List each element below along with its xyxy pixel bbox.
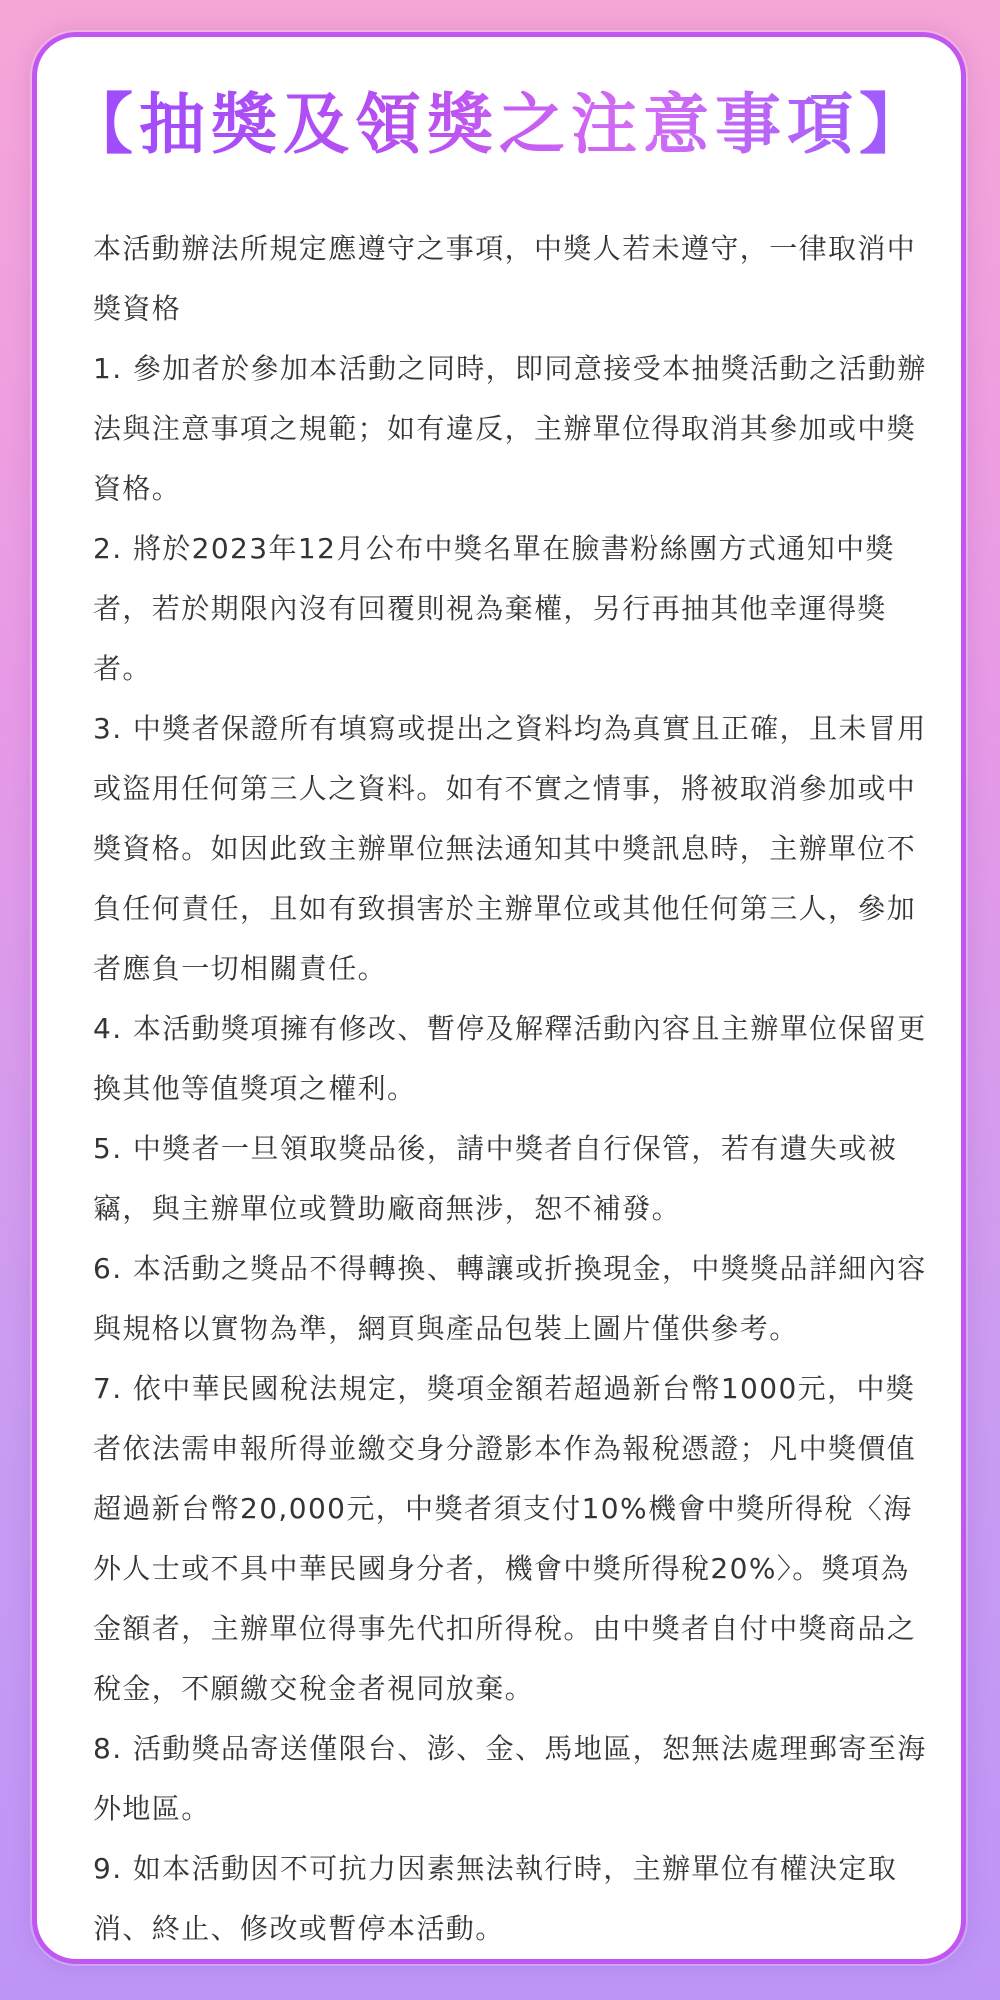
notice-content — [93, 219, 933, 1959]
notice-item-4: 4. 本活動獎項擁有修改、暫停及解釋活動內容且主辦單位保留更換其他等值獎項之權利。 — [93, 1012, 927, 1105]
notice-item-7: 7. 依中華民國稅法規定，獎項金額若超過新台幣1000元，中獎者依法需申報所得並繳交身分證影本作為報稅憑證；凡中獎價值超過新台幣20,000元，中獎者須支付10%機會中獎所得稅〈海外人士或不具中華民國身分者，機會中獎所得稅20%〉。獎項為金額者，主辦單位得事先代扣所得稅。由中獎者自付中獎商品之稅金，不願繳交稅金者視同放棄。 — [93, 1372, 917, 1705]
notice-item-1: 1. 參加者於參加本活動之同時，即同意接受本抽獎活動之活動辦法與注意事項之規範；如有違反，主辦單位得取消其參加或中獎資格。 — [93, 352, 927, 505]
notice-item-9: 9. 如本活動因不可抗力因素無法執行時，主辦單位有權決定取消、終止、修改或暫停本活動。 — [93, 1852, 898, 1945]
notice-item-5: 5. 中獎者一旦領取獎品後，請中獎者自行保管，若有遺失或被竊，與主辦單位或贊助廠商無涉，恕不補發。 — [93, 1132, 898, 1225]
notice-intro: 本活動辦法所規定應遵守之事項，中獎人若未遵守，一律取消中獎資格 — [93, 232, 917, 325]
notice-item-2: 2. 將於2023年12月公布中獎名單在臉書粉絲團方式通知中獎者，若於期限內沒有回覆則視為棄權，另行再抽其他幸運得獎者。 — [93, 532, 895, 685]
notice-item-6: 6. 本活動之獎品不得轉換、轉讓或折換現金，中獎獎品詳細內容與規格以實物為準，網頁與產品包裝上圖片僅供參考。 — [93, 1252, 927, 1345]
title-container — [37, 85, 961, 164]
page-title: 【抽獎及領獎之注意事項】 — [37, 85, 961, 164]
notice-item-8: 8. 活動獎品寄送僅限台、澎、金、馬地區，恕無法處理郵寄至海外地區。 — [93, 1732, 927, 1825]
notice-item-3: 3. 中獎者保證所有填寫或提出之資料均為真實且正確，且未冒用或盜用任何第三人之資料。如有不實之情事，將被取消參加或中獎資格。如因此致主辦單位無法通知其中獎訊息時，主辦單位不負任何責任，且如有致損害於主辦單位或其他任何第三人，參加者應負一切相關責任。 — [93, 712, 927, 985]
notice-card — [32, 32, 966, 1964]
